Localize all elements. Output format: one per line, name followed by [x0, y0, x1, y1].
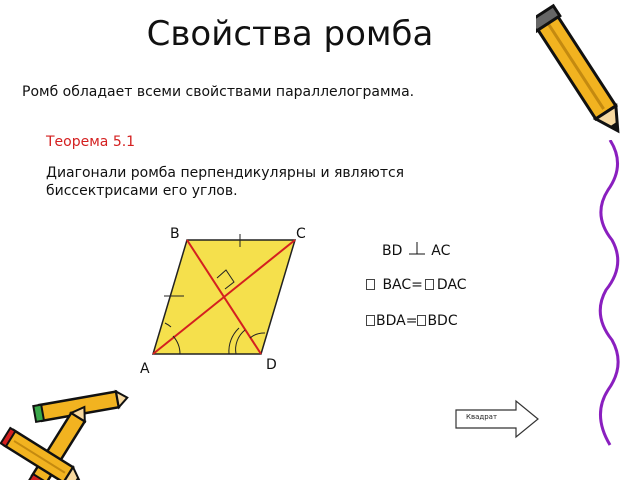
- angle-property-1: [366, 277, 467, 293]
- angle-icon: [417, 315, 426, 326]
- perp-right: AC: [431, 243, 451, 259]
- wavy-line-icon: [590, 140, 630, 450]
- angle2-left: BDA=: [376, 313, 418, 329]
- theorem-label: Теорема 5.1: [46, 134, 136, 150]
- slide-title: Свойства ромба: [146, 14, 434, 54]
- vertex-label-c: C: [296, 226, 306, 242]
- vertex-label-d: D: [266, 357, 277, 373]
- angle1-left: BAC=: [382, 277, 423, 293]
- perpendicular-icon: [408, 242, 426, 256]
- angle-property-2: [366, 313, 458, 329]
- angle-icon: [366, 315, 375, 326]
- angle1-right: DAC: [436, 277, 467, 293]
- theorem-statement: Диагонали ромба перпендикулярны и являются биссектрисами его углов.: [46, 165, 405, 199]
- perp-left: BD: [382, 243, 403, 259]
- angle-icon: [366, 279, 375, 290]
- vertex-label-a: A: [140, 361, 150, 377]
- pencils-icon: [0, 386, 130, 480]
- rhombus-figure: [140, 230, 310, 370]
- next-slide-label: Квадрат: [466, 413, 498, 421]
- intro-text: Ромб обладает всеми свойствами параллелограмма.: [22, 84, 415, 100]
- perpendicular-property: [382, 242, 450, 259]
- vertex-label-b: B: [170, 226, 180, 242]
- pencil-icon: [536, 2, 626, 150]
- next-slide-button[interactable]: [454, 399, 540, 439]
- angle-icon: [425, 279, 434, 290]
- angle2-right: BDC: [427, 313, 458, 329]
